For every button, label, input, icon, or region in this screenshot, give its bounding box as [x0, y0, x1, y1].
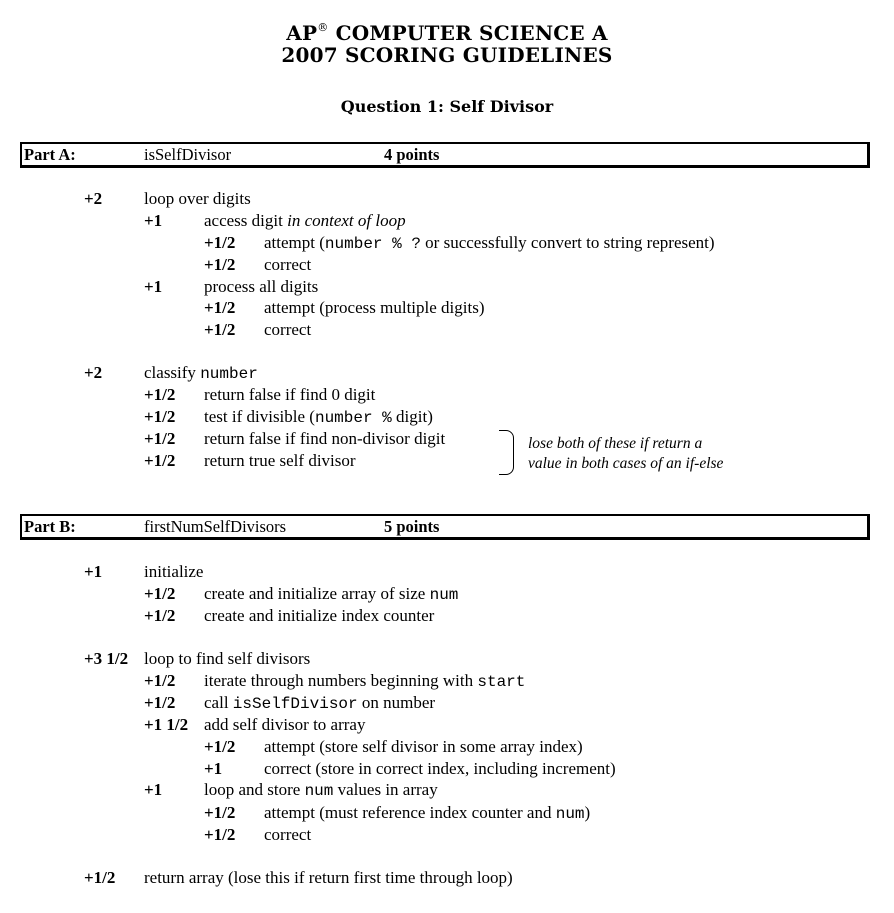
criterion-text: attempt ( [264, 233, 325, 252]
rubric-points: +2 [84, 363, 103, 382]
rubric-points: +1/2 [144, 606, 176, 625]
criterion-text: attempt (store self divisor in some array index) [264, 737, 583, 756]
criterion-text: create and initialize array of size [204, 584, 430, 603]
rubric-criterion [264, 824, 311, 846]
rubric-points: +1/2 [144, 671, 176, 690]
criterion-text: return array (lose this if return first time through loop) [144, 868, 513, 887]
rubric-points: +1/2 [204, 737, 236, 756]
rubric-criterion [144, 362, 258, 385]
rubric-criterion [204, 276, 318, 298]
criterion-text: correct [264, 255, 312, 274]
part-b-method: firstNumSelfDivisors [144, 517, 287, 536]
registered-mark: ® [317, 21, 329, 34]
note-line-1: lose both of these if return a [528, 435, 703, 452]
criterion-text: ) [584, 803, 591, 822]
criterion-text: initialize [144, 562, 204, 581]
rubric-criterion [204, 384, 375, 406]
rubric-criterion [264, 232, 715, 255]
criterion-text: correct [264, 825, 312, 844]
criterion-text: call [204, 693, 233, 712]
rubric-points: +1/2 [144, 693, 176, 712]
criterion-text: attempt (must reference index counter and [264, 803, 556, 822]
part-b-points: 5 points [384, 517, 440, 536]
criterion-text: loop to find self divisors [144, 649, 311, 668]
criterion-text: create and initialize index counter [204, 606, 435, 625]
criterion-text: iterate through numbers beginning with [204, 671, 478, 690]
part-b-label: Part B: [24, 517, 76, 536]
code-token: number % [314, 409, 392, 427]
rubric-points: +1 [144, 211, 163, 230]
rubric-points: +1 [144, 780, 163, 799]
rubric-criterion [264, 758, 616, 780]
title-course: COMPUTER SCIENCE A [328, 21, 608, 45]
part-a-method: isSelfDivisor [144, 145, 232, 164]
code-token: num [304, 782, 334, 800]
rubric-criterion [264, 319, 311, 341]
criterion-text: process all digits [204, 277, 319, 296]
part-b-header [20, 514, 870, 540]
rubric-criterion [204, 210, 406, 232]
rubric-points: +1/2 [204, 825, 236, 844]
rubric-criterion [204, 779, 438, 802]
criterion-text: classify [144, 363, 201, 382]
rubric-points: +1 [144, 277, 163, 296]
rubric-points: +1/2 [204, 255, 236, 274]
rubric-criterion [144, 561, 203, 583]
criterion-text: return false if find 0 digit [204, 385, 376, 404]
rubric-points: +2 [84, 189, 103, 208]
rubric-criterion [204, 583, 458, 606]
criterion-text: correct [264, 320, 312, 339]
criterion-text: values in array [333, 780, 438, 799]
rubric-criterion [204, 670, 525, 693]
rubric-points: +1/2 [204, 233, 236, 252]
note-line-2: value in both cases of an if-else [528, 455, 724, 472]
rubric-criterion [204, 450, 356, 472]
rubric-criterion [264, 736, 583, 758]
bracket-icon [499, 430, 514, 475]
title-ap: AP [286, 21, 318, 45]
criterion-text: digit) [391, 407, 433, 426]
rubric-points: +1 [204, 759, 223, 778]
rubric-criterion [264, 297, 485, 319]
rubric-points: +1/2 [144, 385, 176, 404]
code-token: num [555, 805, 585, 823]
part-a-header [20, 142, 870, 168]
criterion-text: loop and store [204, 780, 305, 799]
rubric-criterion [144, 648, 310, 670]
rubric-points: +1 [84, 562, 103, 581]
rubric-criterion [204, 428, 445, 450]
part-a-points: 4 points [384, 145, 440, 164]
criterion-text: or successfully convert to string represent) [420, 233, 715, 252]
document-title-line2: 2007 SCORING GUIDELINES [281, 43, 613, 67]
rubric-points: +1/2 [204, 320, 236, 339]
rubric-criterion [204, 714, 365, 736]
criterion-text: in context of loop [287, 211, 406, 230]
rubric-points: +1/2 [204, 803, 236, 822]
rubric-points: +1/2 [144, 451, 176, 470]
criterion-text: on number [357, 693, 436, 712]
question-title: Question 1: Self Divisor [340, 97, 554, 116]
rubric-points: +1/2 [204, 298, 236, 317]
rubric-criterion [204, 406, 433, 429]
code-token: num [429, 586, 459, 604]
code-token: start [477, 673, 526, 691]
code-token: number [200, 365, 258, 383]
rubric-criterion [264, 802, 590, 825]
criterion-text: return false if find non-divisor digit [204, 429, 446, 448]
criterion-text: test if divisible ( [204, 407, 315, 426]
rubric-points: +1/2 [84, 868, 116, 887]
code-token: number % ? [324, 235, 421, 253]
criterion-text: attempt (process multiple digits) [264, 298, 485, 317]
criterion-text: return true self divisor [204, 451, 356, 470]
part-a-label: Part A: [24, 145, 76, 164]
rubric-criterion [144, 188, 251, 210]
rubric-criterion [264, 254, 311, 276]
code-token: isSelfDivisor [232, 695, 358, 713]
rubric-points: +3 1/2 [84, 649, 129, 668]
rubric-criterion [204, 605, 434, 627]
rubric-points: +1/2 [144, 407, 176, 426]
criterion-text: correct (store in correct index, including increment) [264, 759, 616, 778]
criterion-text: loop over digits [144, 189, 251, 208]
rubric-points: +1/2 [144, 429, 176, 448]
rubric-points: +1 1/2 [144, 715, 189, 734]
rubric-points: +1/2 [144, 584, 176, 603]
rubric-criterion [204, 692, 435, 715]
criterion-text: add self divisor to array [204, 715, 366, 734]
rubric-criterion [144, 867, 513, 889]
criterion-text: access digit [204, 211, 288, 230]
